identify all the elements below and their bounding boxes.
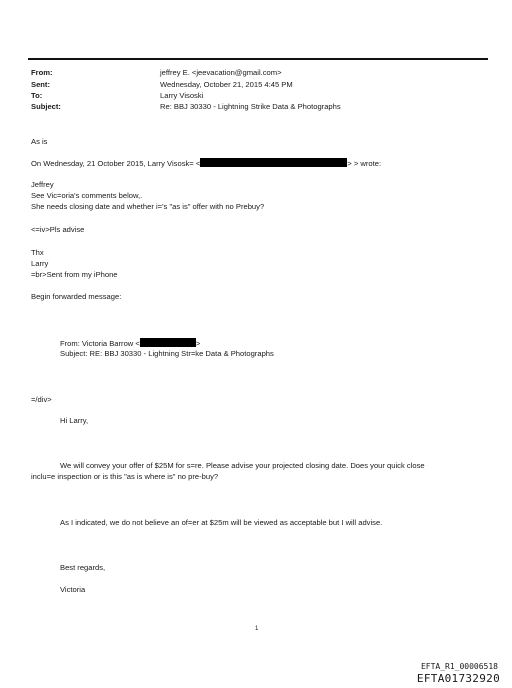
see-comments-line: See Vic=oria's comments below,.	[31, 191, 143, 200]
subject-value: Re: BBJ 30330 - Lightning Strike Data & Photographs	[160, 102, 341, 111]
redaction-box	[200, 158, 347, 167]
larry-line: Larry	[31, 259, 49, 268]
begin-forwarded-line: Begin forwarded message:	[31, 292, 122, 301]
fwd-from-line	[60, 338, 200, 349]
on-wrote-prefix: On Wednesday, 21 October 2015, Larry Visosk= <	[31, 159, 201, 168]
pls-advise-line: <=iv>Pls advise	[31, 225, 85, 234]
thx-line: Thx	[31, 248, 44, 257]
indicated-line: As I indicated, we do not believe an of=er at $25m will be viewed as acceptable but I will advise.	[60, 518, 383, 527]
to-label: To:	[31, 91, 43, 100]
page-number: 1	[255, 626, 259, 632]
from-value: jeffrey E. <jeevacation@gmail.com>	[160, 68, 282, 77]
on-wrote-line	[31, 158, 381, 169]
convey-line-1: We will convey your offer of $25M for s=re. Please advise your projected closing date. Does your quick close	[60, 461, 425, 470]
convey-line-2: inclu=e inspection or is this "as is where is" no pre-buy?	[31, 472, 219, 481]
sent-iphone-line: =br>Sent from my iPhone	[31, 270, 118, 279]
bates-number-small: EFTA_R1_00006518	[420, 662, 498, 671]
best-regards-line: Best regards,	[60, 563, 106, 572]
subject-label: Subject:	[31, 102, 61, 111]
as-is-line: As is	[31, 137, 48, 146]
hi-larry-line: Hi Larry,	[60, 416, 89, 425]
div-close-line: =/div>	[31, 395, 52, 404]
victoria-line: Victoria	[60, 585, 86, 594]
needs-closing-line: She needs closing date and whether i='s "as is" offer with no Prebuy?	[31, 202, 265, 211]
redaction-box	[140, 338, 196, 347]
bates-number-large: EFTA01732920	[416, 672, 500, 685]
sent-value: Wednesday, October 21, 2015 4:45 PM	[160, 80, 293, 89]
fwd-subject-line: Subject: RE: BBJ 30330 - Lightning Str=ke Data & Photographs	[60, 349, 274, 358]
fwd-from-prefix: From: Victoria Barrow <	[60, 339, 140, 348]
on-wrote-suffix: > > wrote:	[347, 159, 382, 168]
top-rule	[28, 58, 488, 60]
from-label: From:	[31, 68, 53, 77]
jeffrey-line: Jeffrey	[31, 180, 54, 189]
sent-label: Sent:	[31, 80, 50, 89]
to-value: Larry Visoski	[160, 91, 204, 100]
fwd-from-suffix: >	[195, 339, 201, 348]
